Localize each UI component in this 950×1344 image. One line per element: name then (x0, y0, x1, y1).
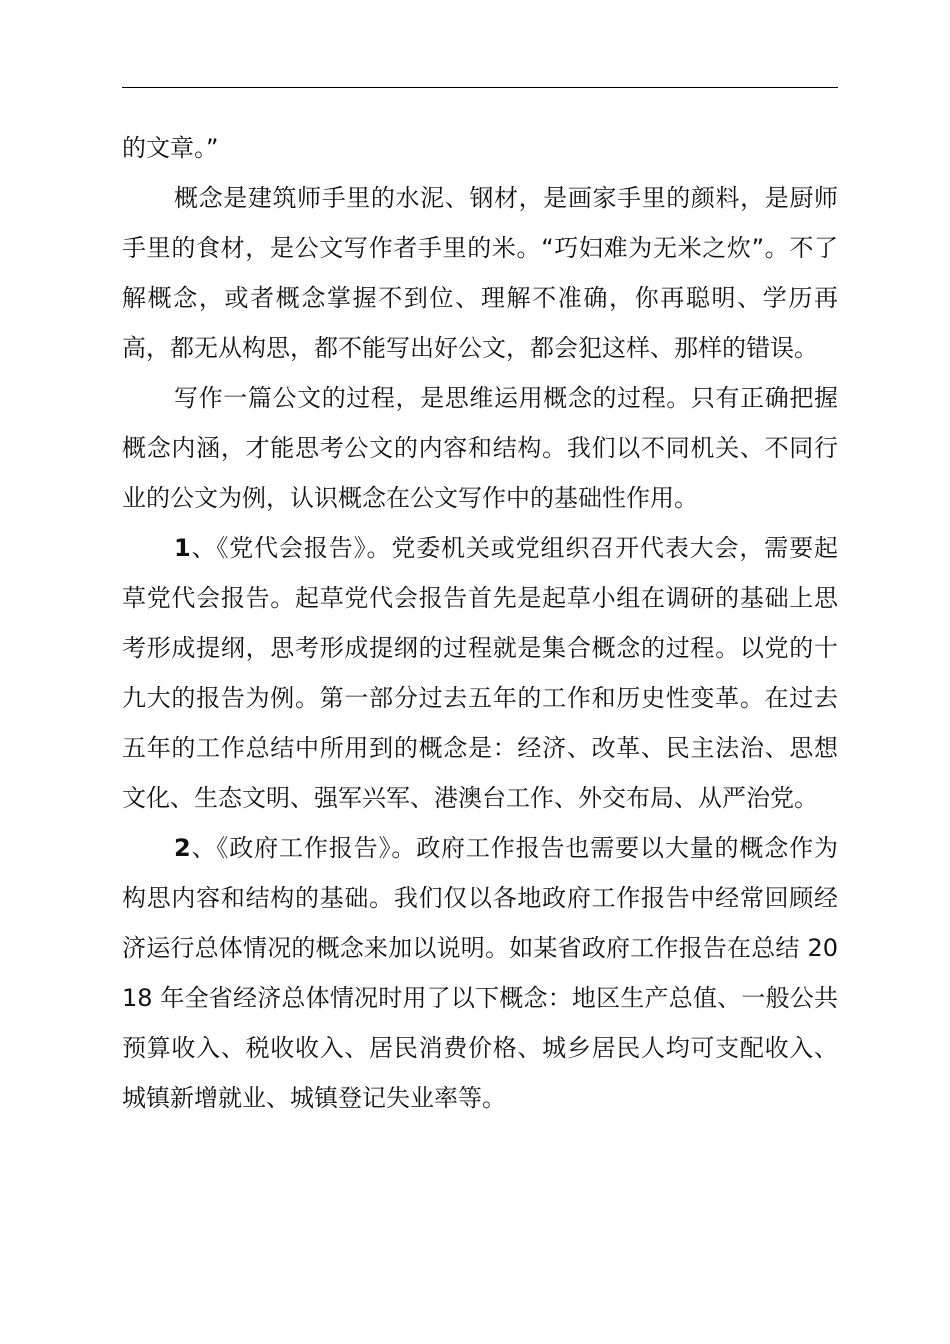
paragraph-concept-analogy: 概念是建筑师手里的水泥、钢材，是画家手里的颜料，是厨师手里的食材，是公文写作者手里的米。“巧妇难为无米之炊”。不了解概念，或者概念掌握不到位、理解不准确，你再聪明、学历再高，都无从构思，都不能写出好公文，都会犯这样、那样的错误。 (122, 184, 838, 362)
paragraph-party-congress-report (122, 523, 838, 823)
paragraph-government-work-report (122, 823, 838, 1123)
item-number: 1 (174, 534, 191, 562)
item-number: 2 (174, 834, 191, 862)
document-body (122, 123, 838, 1123)
paragraph-writing-process: 写作一篇公文的过程，是思维运用概念的过程。只有正确把握概念内涵，才能思考公文的内容和结构。我们以不同机关、不同行业的公文为例，认识概念在公文写作中的基础性作用。 (122, 384, 838, 512)
paragraph-continuation: 的文章。” (122, 134, 219, 162)
item-text: 、《政府工作报告》。政府工作报告也需要以大量的概念作为构思内容和结构的基础。我们仅以各地政府工作报告中经常回顾经济运行总体情况的概念来加以说明。如某省政府工作报告在总结 2018 年全省经济总体情况时用了以下概念：地区生产总值、一般公共预算收入、税收收入、居民消费价格、城乡居民人均可支配收入、城镇新增就业、城镇登记失业率等。 (122, 834, 838, 1112)
item-text: 、《党代会报告》。党委机关或党组织召开代表大会，需要起草党代会报告。起草党代会报告首先是起草小组在调研的基础上思考形成提纲，思考形成提纲的过程就是集合概念的过程。以党的十九大的报告为例。第一部分过去五年的工作和历史性变革。在过去五年的工作总结中所用到的概念是：经济、改革、民主法治、思想文化、生态文明、强军兴军、港澳台工作、外交布局、从严治党。 (122, 534, 838, 812)
header-rule (122, 87, 838, 88)
